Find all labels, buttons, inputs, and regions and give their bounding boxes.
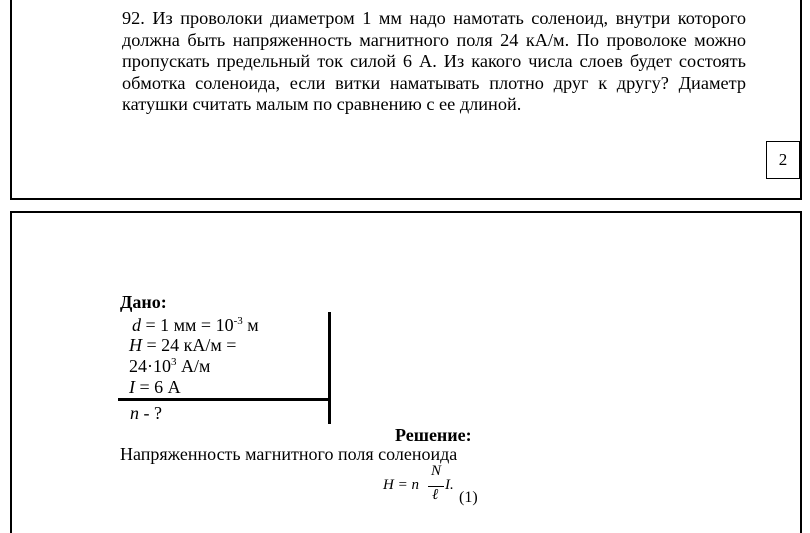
given-H2-value: 24·10 <box>129 356 171 376</box>
given-d <box>132 315 259 336</box>
given-I-var: I <box>129 377 135 397</box>
formula-1 <box>383 463 493 511</box>
page-number-box <box>766 141 800 179</box>
solution-title: Решение: <box>395 425 472 445</box>
given-d-unit: м <box>242 315 259 335</box>
equation-number: (1) <box>459 489 478 506</box>
given-d-exponent: -3 <box>233 315 243 327</box>
problem-line: обмотка соленоида, если витки наматывать плотно друг к другу? Диаметр <box>122 72 746 93</box>
page-number: 2 <box>778 150 788 169</box>
formula-lhs: H = n <box>383 477 419 493</box>
given-H2-unit: А/м <box>176 356 211 376</box>
problem-line: пропускать предельный ток силой 6 А. Из какого числа слоев будет состоять <box>122 51 746 72</box>
given-H-value: = 24 кА/м = <box>142 335 237 355</box>
given-H <box>129 335 236 356</box>
given-H2-exponent: 3 <box>171 356 177 368</box>
given-H-converted <box>129 356 210 377</box>
solution-text: Напряженность магнитного поля соленоида <box>120 444 458 464</box>
problem-line: 92. Из проволоки диаметром 1 мм надо намотать соленоид, внутри которого <box>122 8 746 28</box>
given-I <box>129 377 181 398</box>
given-d-var: d <box>132 315 141 335</box>
problem-statement <box>122 8 746 116</box>
given-d-value: = 1 мм = 10 <box>141 315 234 335</box>
given-I-value: = 6 А <box>135 377 181 397</box>
given-n-value: - ? <box>139 403 162 423</box>
given-H-var: H <box>129 335 142 355</box>
given-divider-vertical <box>328 312 331 424</box>
given-title: Дано: <box>120 292 167 312</box>
given-divider-horizontal <box>118 398 330 401</box>
problem-line: должна быть напряженность магнитного поля 24 кА/м. По проволоке можно <box>122 29 746 50</box>
problem-line: катушки считать малым по сравнению с ее длиной. <box>122 94 522 115</box>
formula-numerator: N <box>431 463 442 479</box>
formula-denominator: ℓ <box>432 487 439 503</box>
formula-rhs: I. <box>445 477 454 493</box>
given-n-var: n <box>130 403 139 423</box>
given-n <box>130 403 162 424</box>
